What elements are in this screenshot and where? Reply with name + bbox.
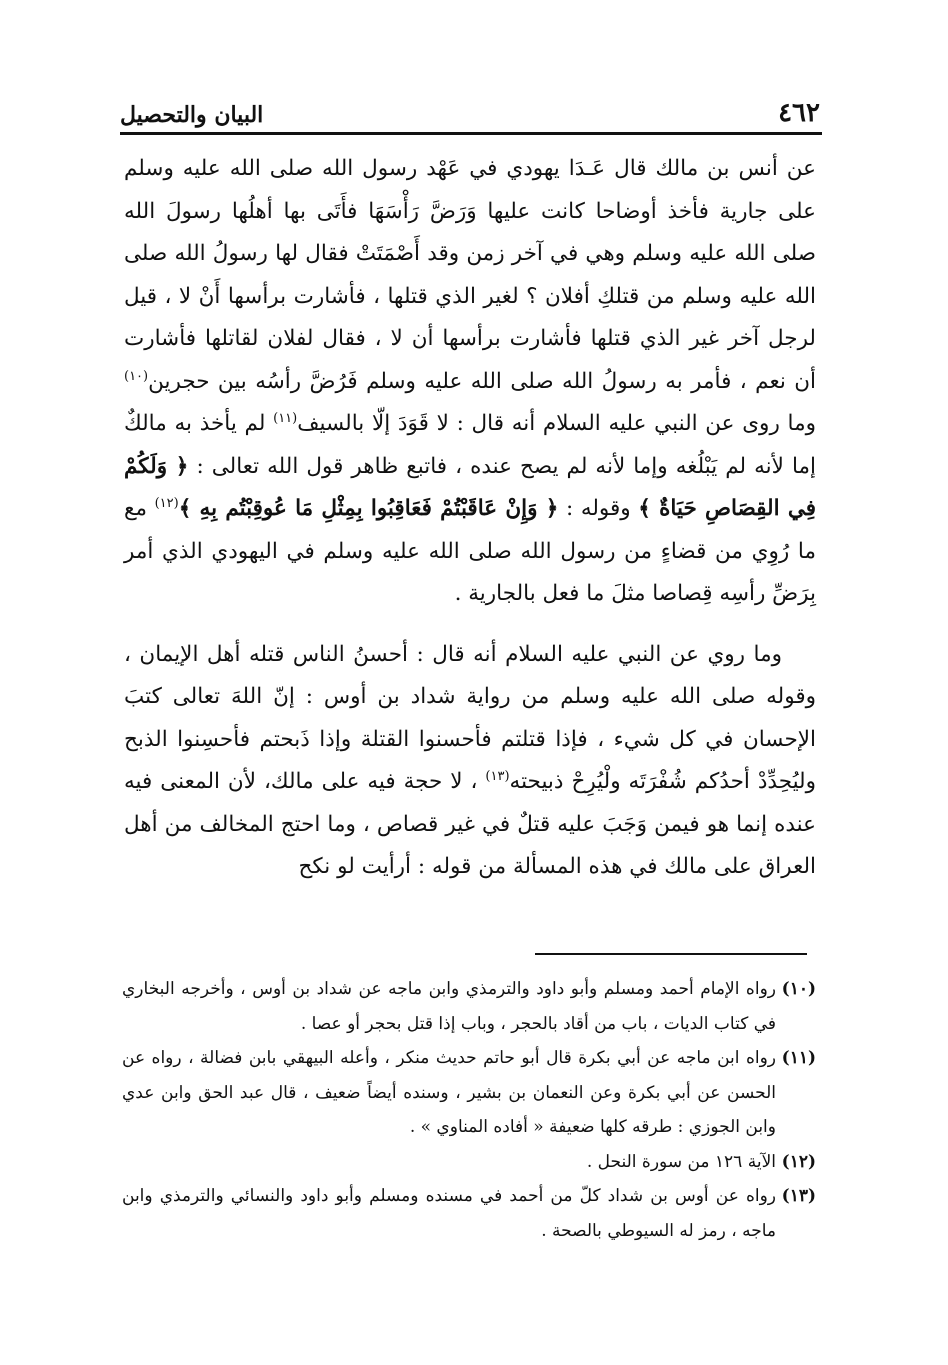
main-text — [124, 148, 816, 889]
footnote-text: رواه الإمام أحمد ومسلم وأبو داود والترمذي وابن ماجه عن شداد بن أوس ، وأخرجه البخاري في كتاب الديات ، باب من أقاد بالحجر ، وباب إذا قتل بحجر أو عصا . — [122, 979, 776, 1034]
paragraph-2 — [124, 634, 816, 889]
quran-verse-2: ﴿ وَإِنْ عَاقَبْتُمْ فَعَاقِبُوا بِمِثْلِ مَا عُوقِبْتُم بِهِ ﴾ — [178, 496, 559, 521]
paragraph-1-text-1: عن أنس بن مالك قال عَـدَا يهودي في عَهْد رسول الله صلى الله عليه وسلم على جارية فأخذ أوضاحا كانت عليها وَرَضَّ رَأْسَهَا فأَتَى بها أهلُها رسولَ الله صلى الله عليه وسلم وهي في آخر زمن وقد أَصْمَتَتْ فقال لها رسولُ الله صلى الله عليه وسلم من قتلكِ أفلان ؟ لغير الذي قتلها ، فأشارت برأسها أَنْ لا ، قيل لرجل آخر غير الذي قتلها فأشارت برأسها أن لا ، فقال لفلان لقاتلها فأشارت أن نعم ، فأمر به رسولُ الله صلى الله عليه وسلم فَرُضَّ رأسُه بين حجرين — [124, 156, 816, 394]
running-title: البيان والتحصيل — [120, 102, 264, 128]
footnote-text: الآية ١٢٦ من سورة النحل . — [586, 1151, 776, 1172]
footnote-12 — [122, 1145, 816, 1180]
paragraph-1 — [124, 148, 816, 616]
footnotes — [122, 972, 816, 1248]
page-number: ٤٦٢ — [778, 98, 820, 128]
footnote-ref-13: (١٣) — [485, 768, 510, 784]
header-rule — [120, 132, 822, 135]
footnote-11 — [122, 1041, 816, 1145]
paragraph-1-text-4: وقوله : — [558, 496, 639, 521]
footnote-13 — [122, 1179, 816, 1248]
footnote-10 — [122, 972, 816, 1041]
footnote-ref-12: (١٢) — [154, 495, 179, 511]
footnote-separator — [535, 953, 807, 955]
footnote-text: رواه عن أوس بن شداد كلّ من أحمد في مسنده ومسلم وأبو داود والنسائي والترمذي وابن ماجه ، رمز له السيوطي بالصحة . — [122, 1186, 776, 1241]
paragraph-1-text-5: مع ما رُوِي من قضاءٍ من رسول الله صلى الله عليه وسلم في اليهودي الذي أمر بِرَضِّ رأسِه قِصاصا مثلَ ما فعل بالجارية . — [124, 496, 816, 606]
paragraph-2-text-1: وما روي عن النبي عليه السلام أنه قال : أحسنُ الناس قتله أهل الإيمان ، وقوله صلى الله عليه وسلم من رواية شداد بن أوس : إنّ اللهَ تعالى كتبَ الإحسان في كل شيء ، فإذا قتلتم فأحسنوا القتلة وإذا ذَبحتم فأحسِنوا الذبح وليُحِدِّدْ أحدُكم شُفْرَتَه ولْيُرِحْ ذبيحته — [124, 641, 816, 794]
footnote-number: (١٠) — [781, 979, 816, 999]
paragraph-1-text-3: لم يأخذ به مالكٌ إما لأنه لم يَبْلُغه وإما لأنه لم يصح عنده ، فاتبع ظاهر قول الله تعالى : — [124, 411, 816, 479]
footnote-number: (١٢) — [781, 1151, 816, 1172]
footnote-ref-11: (١١) — [273, 410, 298, 426]
paragraph-2-text-2: ، لا حجة فيه على مالك، لأن المعنى فيه عنده إنما هو فيمن وَجَبَ عليه قتلٌ في غير قصاص ، وما احتج المخالف من أهل العراق على مالك في هذه المسألة من قوله : أرأيت لو نكح — [124, 769, 816, 879]
page-header — [120, 88, 820, 128]
footnote-text: رواه ابن ماجه عن أبي بكرة قال أبو حاتم حديث منكر ، وأعله البيهقي بابن فضالة ، رواه عن الحسن عن أبي بكرة وعن النعمان بن بشير ، وسنده أيضاً ضعيف ، قال عبد الحق وابن عدي وابن الجوزي : طرقه كلها ضعيفة « أفاده المناوي » . — [122, 1048, 776, 1137]
footnote-number: (١١) — [781, 1048, 816, 1068]
paragraph-1-text-2: وما روى عن النبي عليه السلام أنه قال : لا قَوَدَ إلّا بالسيف — [297, 411, 816, 436]
quran-verse-1: ﴿ وَلَكُمْ فِي القِصَاصِ حَيَاةٌ ﴾ — [124, 453, 817, 521]
footnote-number: (١٣) — [781, 1186, 816, 1206]
footnote-ref-10: (١٠) — [124, 368, 149, 384]
